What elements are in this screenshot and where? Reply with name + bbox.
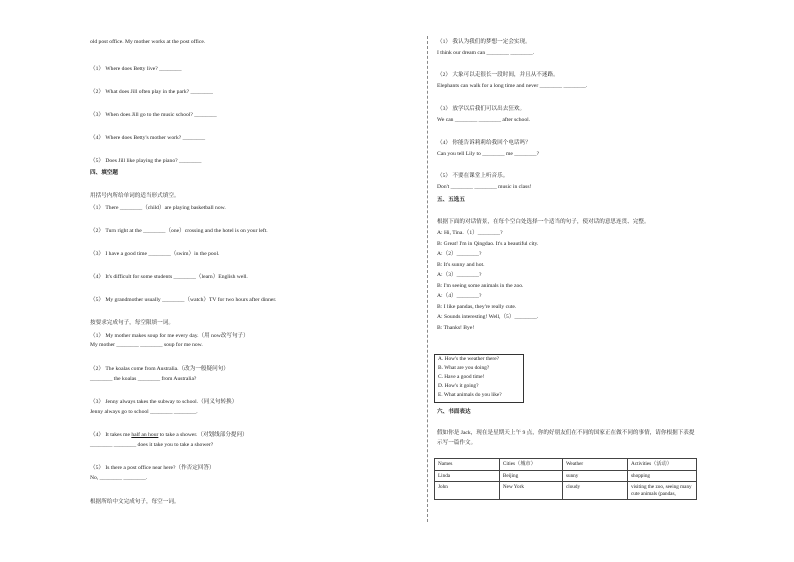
- table-cell: shopping: [627, 470, 696, 482]
- reading-question-4: （4） Where does Betty's mother work? ________: [90, 135, 206, 141]
- section-4-title: 四、填空题: [90, 170, 118, 176]
- weather-activities-table: [434, 458, 697, 500]
- dialog-line-3: A:（2）________?: [437, 251, 482, 257]
- reading-question-2: （2） What does Jill often play in the park? ________: [90, 89, 213, 95]
- section-5-title: 五、五选五: [437, 197, 465, 203]
- fill-item-5: （5） My grandmother usually ________（watch）TV for two hours after dinner.: [90, 297, 277, 303]
- table-cell: John: [435, 482, 500, 500]
- dialog-line-4: B: It's sunny and hot.: [437, 262, 485, 268]
- translate-cn-2: （2） 大象可以走很长一段时间，并且从不迷路。: [437, 72, 559, 78]
- rewrite-question-3: （3） Jenny always takes the subway to school.（同义句转换）: [90, 399, 238, 405]
- translate-en-4: Can you tell Lily to ________ me ________?: [437, 151, 540, 157]
- rewrite-answer-5: No, ________ ________.: [90, 475, 148, 481]
- column-divider: [427, 36, 428, 522]
- table-cell: Beijing: [499, 470, 562, 482]
- fill-instruction: 用括号内所给单词的适当形式填空。: [90, 193, 180, 199]
- dialog-line-9: A: Sounds interesting! Well,（5）________.: [437, 314, 539, 320]
- fill-item-1: （1） There ________（child）are playing basketball now.: [90, 205, 226, 211]
- rewrite-question-2: （2） The koalas come from Australia.（改为一般疑问句）: [90, 366, 229, 372]
- translate-en-3: We can ________ ________ after school.: [437, 117, 531, 123]
- rewrite-answer-4: ________ ________ does it take you to take a shower?: [90, 442, 214, 448]
- reading-question-5: （5） Does Jill like playing the piano? ________: [90, 158, 202, 164]
- table-header-row: [435, 459, 697, 471]
- table-cell: cloudy: [562, 482, 627, 500]
- translate-en-5: Don't ________ ________ music in class!: [437, 184, 532, 190]
- translate-cn-5: （5） 不要在课堂上听音乐。: [437, 173, 509, 179]
- dialog-line-2: B: Great! I'm in Qingdao. It's a beautiful city.: [437, 241, 539, 247]
- option-e: E. What animals do you like?: [438, 392, 502, 398]
- writing-prompt-line-1: 假如你是 Jack，现在是星期天上午 9 点，你的好朋友们在不同的国家正在做不同的事情，请你根据下表提: [437, 430, 695, 436]
- rewrite-question-4: [90, 432, 248, 439]
- fill-item-3: （3） I have a good time ________（swim）in the pool.: [90, 251, 220, 257]
- translate-en-1: I think our dream can ________ ________.: [437, 50, 535, 56]
- rewrite-answer-3: Jenny always go to school ________ ________.: [90, 409, 198, 415]
- table-row: [435, 470, 697, 482]
- translate-instruction: 根据所给中文完成句子，每空一词。: [90, 499, 180, 505]
- rewrite-question-5: （5） Is there a post office near here?（作否定回答）: [90, 465, 215, 471]
- rewrite-question-4-prefix: （4） It takes me: [90, 432, 132, 438]
- table-header-cell: Names: [435, 459, 500, 471]
- dialog-line-6: B: I'm seeing some animals in the zoo.: [437, 283, 524, 289]
- underlined-phrase: half an hour: [131, 432, 159, 438]
- rewrite-answer-2: ________ the koalas ________ from Australia?: [90, 376, 197, 382]
- table-cell: New York: [499, 482, 562, 500]
- table-row: [435, 482, 697, 500]
- rewrite-question-1: （1） My mother makes soup for me every day.（用 now改写句子）: [90, 333, 249, 339]
- table-header-cell: Activities（活动）: [627, 459, 696, 471]
- options-box: [434, 354, 524, 403]
- translate-cn-3: （3） 放学以后我们可以出去狂欢。: [437, 106, 526, 112]
- table-cell: visiting the zoo, seeing many cute animals (pandas,: [627, 482, 696, 500]
- rewrite-answer-1: My mother ________ ________ soup for me now.: [90, 342, 203, 348]
- dialog-line-5: A:（3）________?: [437, 272, 482, 278]
- table-header-cell: Cities（城市）: [499, 459, 562, 471]
- fill-item-4: （4） It's difficult for some students ________（learn）English well.: [90, 274, 248, 280]
- rewrite-instruction: 按要求完成句子，每空限填一词。: [90, 320, 174, 326]
- translate-cn-1: （1） 我认为我们的梦想一定会实现。: [437, 39, 531, 45]
- dialog-line-1: A: Hi, Tina.（1）________?: [437, 230, 503, 236]
- reading-passage-end: old post office. My mother works at the post office.: [90, 39, 206, 45]
- reading-question-1: （1） Where does Betty live? ________: [90, 66, 182, 72]
- table-header-cell: Weather: [562, 459, 627, 471]
- option-c: C. Have a good time!: [438, 374, 485, 380]
- option-d: D. How's it going?: [438, 383, 479, 389]
- table-cell: Linda: [435, 470, 500, 482]
- option-a: A. How's the weather there?: [438, 356, 499, 362]
- reading-question-3: （3） When does Jill go to the music school? ________: [90, 112, 217, 118]
- writing-prompt-line-2: 示写一篇作文。: [437, 440, 477, 446]
- section-6-title: 六、书面表达: [437, 409, 471, 415]
- dialog-line-7: A:（4）________?: [437, 293, 482, 299]
- dialog-line-10: B: Thanks! Bye!: [437, 325, 475, 331]
- table-cell: sunny: [562, 470, 627, 482]
- dialog-line-8: B: I like pandas, they're really cute.: [437, 304, 517, 310]
- option-b: B. What are you doing?: [438, 365, 490, 371]
- translate-en-2: Elephants can walk for a long time and never ________ ________.: [437, 83, 588, 89]
- rewrite-question-4-suffix: to take a shower.（对划线部分提问）: [158, 432, 248, 438]
- translate-cn-4: （4） 你能告诉莉莉给我回个电话吗？: [437, 140, 531, 146]
- fill-item-2: （2） Turn right at the ________（one）crossing and the hotel is on your left.: [90, 228, 268, 234]
- dialog-instruction: 根据下面的对话情景，在每个空白处选择一个适当的句子，使对话的意思连贯、完整。: [437, 219, 650, 225]
